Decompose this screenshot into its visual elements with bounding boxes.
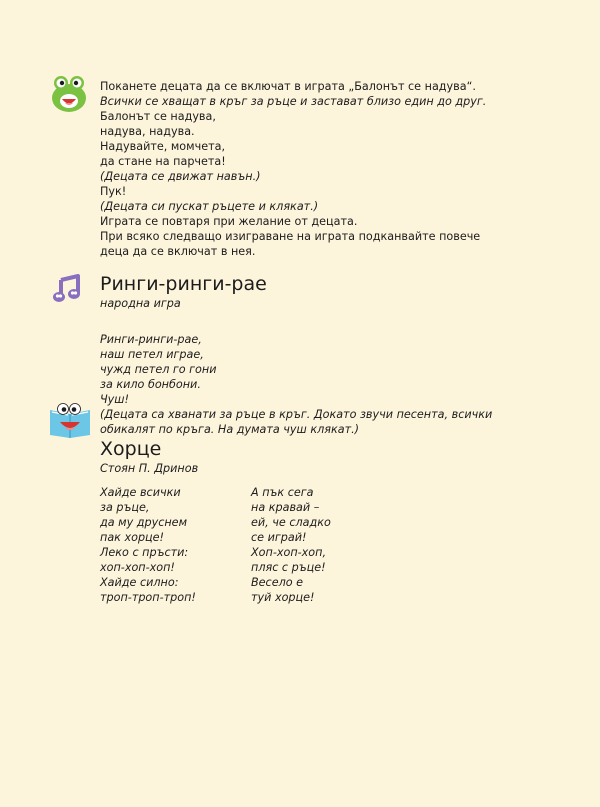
poem-line: се играй! — [251, 531, 307, 544]
game-ringi-section — [100, 272, 492, 437]
poem-line: ей, че сладко — [251, 516, 331, 529]
text-line: наш петел играе, — [100, 348, 204, 361]
text-line: чужд петел го гони — [100, 363, 217, 376]
text-line: (Децата са хванати за ръце в кръг. Докато звучи песента, всички — [100, 408, 493, 421]
text-line: При всяко следващо изиграване на играта подканвайте повече — [100, 230, 481, 243]
poem-line: пляс с ръце! — [251, 561, 326, 574]
poem-author: Стоян П. Дринов — [100, 462, 199, 475]
text-line: Чуш! — [100, 393, 130, 406]
poem-line: Весело е — [251, 576, 304, 589]
text-line: Играта се повтаря при желание от децата. — [100, 215, 358, 228]
text-line: Пук! — [100, 185, 127, 198]
text-line: (Децата се движат навън.) — [100, 170, 261, 183]
game-balloon-section — [100, 79, 486, 259]
text-line: Ринги-ринги-рае, — [100, 333, 202, 346]
poem-line: Леко с пръсти: — [100, 546, 189, 559]
poem-line: туй хорце! — [251, 591, 315, 604]
poem-line: троп-троп-троп! — [100, 591, 196, 604]
book-icon — [48, 402, 92, 438]
poem-line: на кравай – — [251, 501, 320, 514]
music-note-icon — [52, 274, 82, 304]
text-line: надува, надува. — [100, 125, 195, 138]
poem-line: хоп-хоп-хоп! — [100, 561, 175, 574]
section-title: Хорце — [100, 438, 162, 460]
poem-line: за ръце, — [100, 501, 150, 514]
poem-line: Хайде силно: — [100, 576, 179, 589]
poem-line: пак хорце! — [100, 531, 165, 544]
text-line: за кило бонбони. — [100, 378, 201, 391]
text-line: Поканете децата да се включат в играта „Балонът се надува“. — [100, 80, 476, 93]
frog-icon — [50, 74, 88, 114]
text-line: Всички се хващат в кръг за ръце и застават близо един до друг. — [100, 95, 487, 108]
text-line: да стане на парчета! — [100, 155, 226, 168]
section-title: Ринги-ринги-рае — [100, 273, 267, 295]
text-line: (Децата си пускат ръцете и клякат.) — [100, 200, 319, 213]
poem-line: Хоп-хоп-хоп, — [251, 546, 327, 559]
poem-column-right — [251, 485, 331, 605]
text-line: Балонът се надува, — [100, 110, 216, 123]
poem-line: да му друснем — [100, 516, 188, 529]
text-line: Надувайте, момчета, — [100, 140, 226, 153]
text-line: обикалят по кръга. На думата чуш клякат.) — [100, 423, 360, 436]
poem-horce-section — [100, 437, 500, 607]
poem-column-left — [100, 485, 196, 605]
poem-line: Хайде всички — [100, 486, 181, 499]
text-line: деца да се включат в нея. — [100, 245, 256, 258]
section-subtitle: народна игра — [100, 297, 181, 310]
poem-line: А пък сега — [251, 486, 314, 499]
